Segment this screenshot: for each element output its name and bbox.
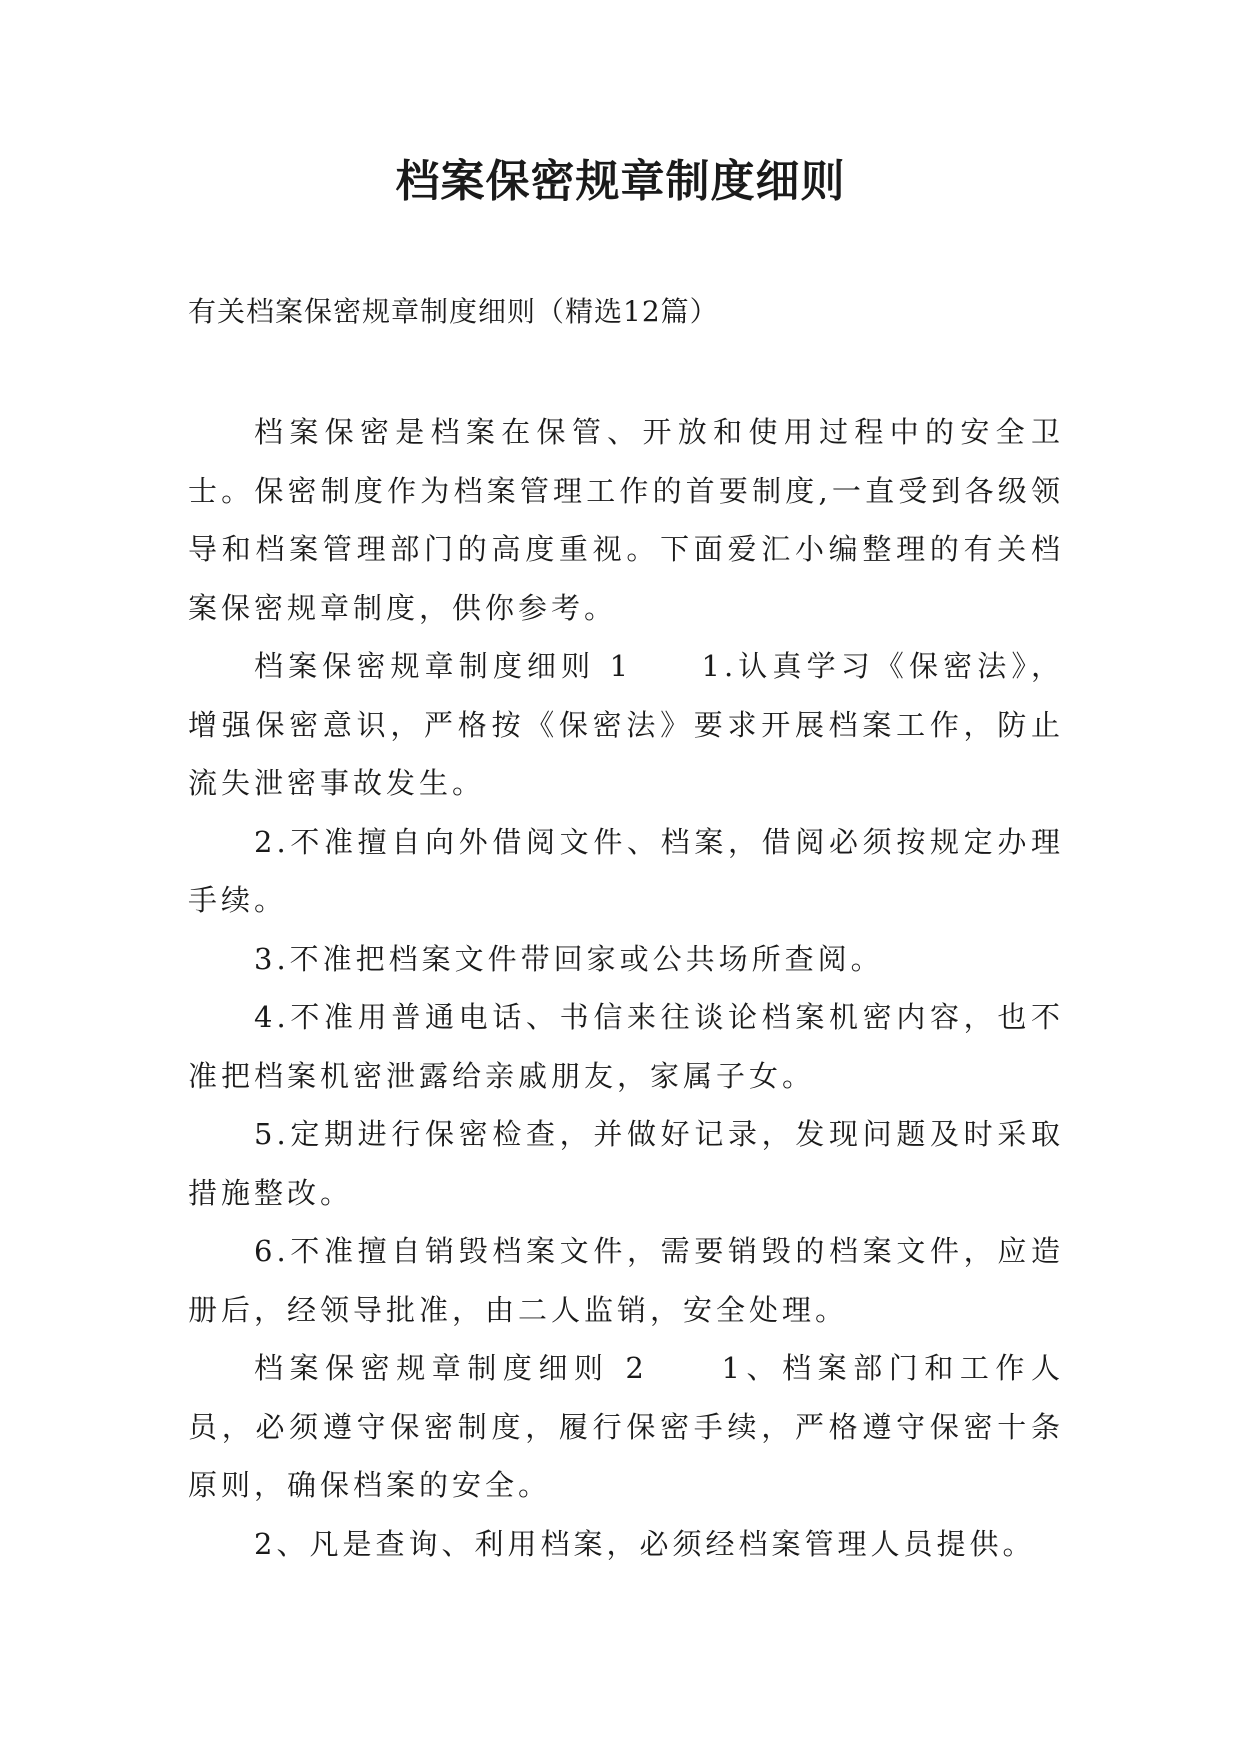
document-body (188, 403, 1064, 1573)
document-subtitle: 有关档案保密规章制度细则（精选12篇） (188, 295, 719, 328)
paragraph: 6.不准擅自销毁档案文件，需要销毁的档案文件，应造册后，经领导批准，由二人监销，安全处理。 (188, 1234, 1064, 1327)
paragraph: 3.不准把档案文件带回家或公共场所查阅。 (254, 941, 884, 976)
paragraph: 档案保密规章制度细则 1 1.认真学习《保密法》，增强保密意识，严格按《保密法》要求开展档案工作，防止流失泄密事故发生。 (188, 649, 1064, 800)
paragraph: 档案保密是档案在保管、开放和使用过程中的安全卫士。保密制度作为档案管理工作的首要制度,一直受到各级领导和档案管理部门的高度重视。下面爱汇小编整理的有关档案保密规章制度，供你参考。 (188, 415, 1064, 625)
paragraph: 5.定期进行保密检查，并做好记录，发现问题及时采取措施整改。 (188, 1117, 1064, 1210)
paragraph: 2.不准擅自向外借阅文件、档案，借阅必须按规定办理手续。 (188, 824, 1064, 917)
paragraph: 档案保密规章制度细则 2 1、档案部门和工作人员，必须遵守保密制度，履行保密手续，严格遵守保密十条原则，确保档案的安全。 (188, 1351, 1064, 1502)
paragraph: 2、凡是查询、利用档案，必须经档案管理人员提供。 (254, 1526, 1036, 1561)
paragraph: 4.不准用普通电话、书信来往谈论档案机密内容，也不准把档案机密泄露给亲戚朋友，家属子女。 (188, 1000, 1064, 1093)
document-title: 档案保密规章制度细则 (395, 156, 846, 207)
